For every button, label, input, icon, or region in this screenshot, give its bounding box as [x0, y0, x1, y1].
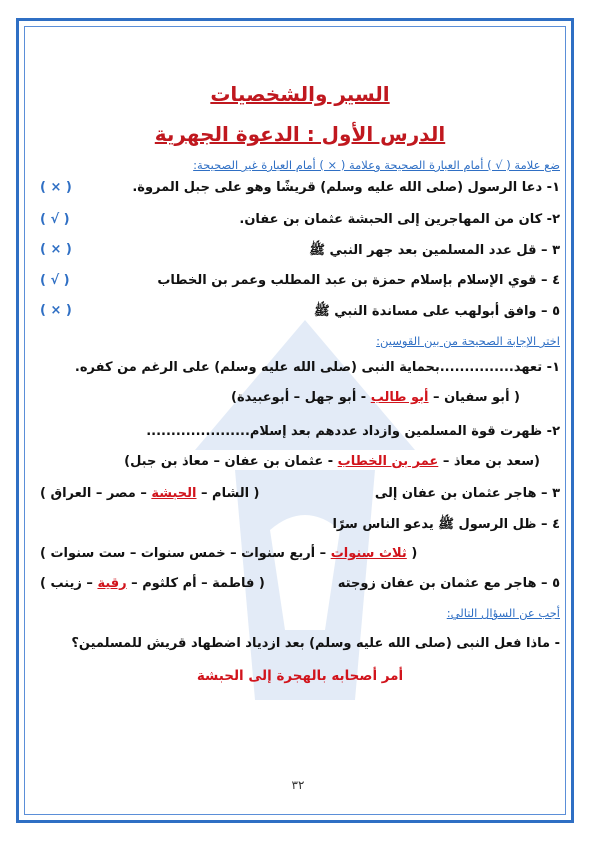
- tf-item-5: [40, 303, 560, 322]
- mcq-1-question: ١- تعهد...............بحماية النبى (صلى الله عليه وسلم) على الرغم من كفره.: [74, 360, 560, 375]
- mcq-4-option-text: – أربع سنوات – خمس سنوات – ست سنوات ): [40, 546, 331, 561]
- mcq-5-text: ٥ – هاجر مع عثمان بن عفان زوجته: [337, 576, 560, 591]
- mcq-1-option-text: ( أبو سفيان –: [428, 390, 520, 405]
- tf-item-4-text: ٤ – قوي الإسلام بإسلام حمزة بن عبد المطلب وعمر بن الخطاب: [157, 273, 560, 288]
- mcq-4-options: [40, 546, 417, 561]
- tf-item-5-mark: ( × ): [40, 303, 72, 318]
- page-number: ٣٢: [291, 778, 305, 792]
- mcq-4-option-text: (: [406, 546, 418, 561]
- mcq-5-options: [40, 576, 265, 591]
- mcq-4-correct-option: ثلاث سنوات: [330, 546, 407, 561]
- mcq-5-option-text: – زينب ): [40, 576, 98, 591]
- mcq-3-option-text: ( الشام –: [196, 486, 260, 501]
- tf-item-1-text: ١- دعا الرسول (صلى الله عليه وسلم) قريشًا وهو على جبل المروة.: [132, 180, 560, 195]
- tf-item-3: [40, 242, 560, 261]
- mcq-2-correct-option: عمر بن الخطاب: [337, 454, 439, 469]
- essay-answer: أمر أصحابه بالهجرة إلى الحبشة: [196, 668, 404, 684]
- mcq-3-text: ٣ – هاجر عثمان بن عفان إلى: [374, 486, 560, 501]
- mcq-2-options: [124, 454, 540, 469]
- tf-item-2-text: ٢- كان من المهاجرين إلى الحبشة عثمان بن عفان.: [239, 212, 560, 227]
- mcq-5-option-text: ( فاطمة – أم كلثوم –: [126, 576, 265, 591]
- mcq-2-option-text: - عثمان بن عفان – معاذ بن جبل): [124, 454, 338, 469]
- page-title: السير والشخصيات: [210, 82, 390, 106]
- tf-item-1-mark: ( × ): [40, 180, 72, 195]
- mcq-5-correct-option: رقية: [97, 576, 127, 591]
- essay-question: - ماذا فعل النبى (صلى الله عليه وسلم) بعد ازدياد اضطهاد قريش للمسلمين؟: [71, 636, 560, 651]
- mcq-2-question: ٢- ظهرت قوة المسلمين وازداد عددهم بعد إسلام.....................: [146, 424, 560, 439]
- section3-instruction: أجب عن السؤال التالي:: [446, 606, 560, 620]
- tf-item-3-text: ٣ – قل عدد المسلمين بعد جهر النبي ﷺ: [309, 243, 560, 258]
- tf-item-1: [40, 180, 560, 195]
- mcq-2-option-text: (سعد بن معاذ –: [438, 454, 540, 469]
- section1-instruction: ضع علامة ( √ ) أمام العبارة الصحيحة وعلامة ( × ) أمام العبارة غير الصحيحة:: [193, 158, 560, 172]
- mcq-3-option-text: – مصر – العراق ): [40, 486, 152, 501]
- tf-item-5-text: ٥ – وافق أبولهب على مساندة النبي ﷺ: [314, 304, 560, 319]
- section2-instruction: اختر الإجابة الصحيحة من بين القوسين:: [376, 334, 560, 348]
- mcq-3-correct-option: الحبشة: [151, 486, 197, 501]
- mcq-1-correct-option: أبو طالب: [370, 390, 429, 405]
- tf-item-2-mark: ( √ ): [40, 212, 70, 227]
- mcq-3-options: [40, 486, 260, 501]
- mcq-4-question: ٤ – ظل الرسول ﷺ يدعو الناس سرًا: [332, 517, 560, 532]
- tf-item-3-mark: ( × ): [40, 242, 72, 257]
- tf-item-4: [40, 273, 560, 288]
- mcq-1-option-text: - أبو جهل – أبوعبيدة): [231, 390, 371, 405]
- lesson-title: الدرس الأول : الدعوة الجهرية: [154, 122, 446, 146]
- tf-item-2: [40, 212, 560, 227]
- tf-item-4-mark: ( √ ): [40, 273, 70, 288]
- mcq-1-options: [231, 390, 520, 405]
